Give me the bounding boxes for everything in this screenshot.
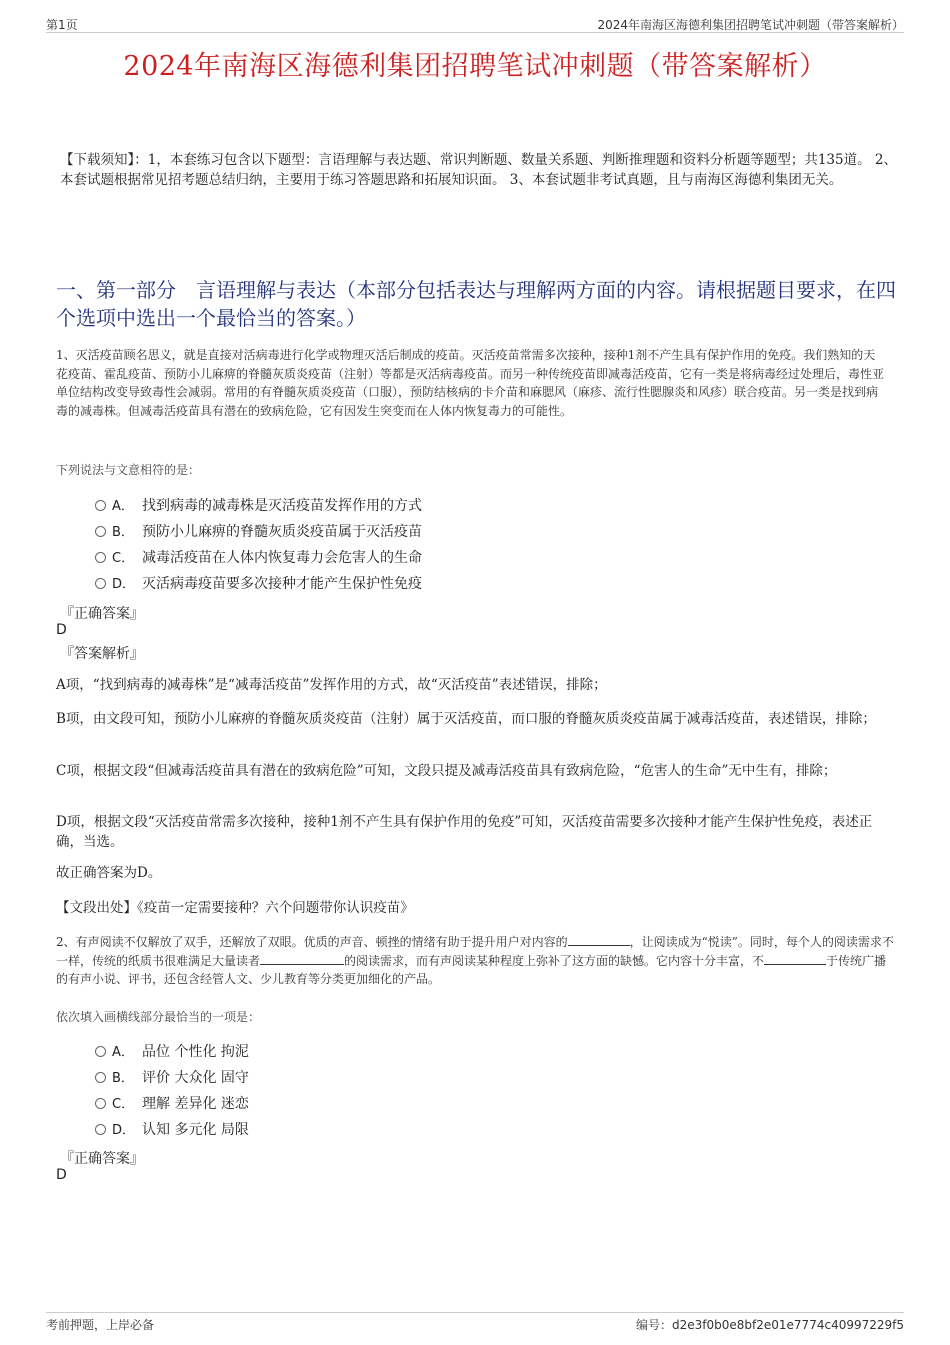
analysis-a: A项，“找到病毒的减毒株”是“减毒活疫苗”发挥作用的方式，故“灭活疫苗”表述错误，排除； (56, 677, 607, 693)
option-a[interactable]: A． 找到病毒的减毒株是灭活疫苗发挥作用的方式 (95, 493, 422, 519)
page-footer (46, 1312, 904, 1333)
question-1-prompt: 下列说法与文意相符的是： (56, 463, 201, 477)
page-number: 第1页 (46, 18, 78, 32)
correct-answer: D (56, 1167, 67, 1183)
correct-answer: D (56, 622, 67, 638)
option-b[interactable]: B． 评价 大众化 固守 (95, 1065, 249, 1091)
question-2-prompt: 依次填入画横线部分最恰当的一项是： (56, 1010, 261, 1024)
option-d[interactable]: D． 认知 多元化 局限 (95, 1117, 249, 1143)
option-c[interactable]: C． 理解 差异化 迷恋 (95, 1091, 249, 1117)
page-header (46, 14, 904, 33)
radio-icon[interactable] (95, 500, 106, 511)
analysis-d: D项，根据文段“灭活疫苗常需多次接种，接种1剂不产生具有保护作用的免疫”可知，灭活疫苗需要多次接种才能产生保护性免疫，表述正确，当选。 (56, 814, 873, 850)
radio-icon[interactable] (95, 1072, 106, 1083)
question-1-options (95, 493, 422, 597)
radio-icon[interactable] (95, 1098, 106, 1109)
radio-icon[interactable] (95, 1046, 106, 1057)
option-a[interactable]: A． 品位 个性化 拘泥 (95, 1039, 249, 1065)
analysis-conclusion: 故正确答案为D。 (56, 865, 162, 881)
fill-blank (260, 953, 344, 965)
source-citation: 【文段出处】《疫苗一定需要接种？六个问题带你认识疫苗》 (56, 900, 414, 916)
radio-icon[interactable] (95, 578, 106, 589)
footer-slogan: 考前押题，上岸必备 (46, 1318, 155, 1332)
radio-icon[interactable] (95, 526, 106, 537)
header-doc-title: 2024年南海区海德利集团招聘笔试冲刺题（带答案解析） (597, 18, 904, 32)
option-c[interactable]: C． 减毒活疫苗在人体内恢复毒力会危害人的生命 (95, 545, 422, 571)
option-d[interactable]: D． 灭活病毒疫苗要多次接种才能产生保护性免疫 (95, 571, 422, 597)
page-title: 2024年南海区海德利集团招聘笔试冲刺题（带答案解析） (123, 51, 827, 82)
analysis-b: B项，由文段可知，预防小儿麻痹的脊髓灰质炎疫苗（注射）属于灭活疫苗，而口服的脊髓灰质炎疫苗属于减毒活疫苗，表述错误，排除； (56, 711, 876, 727)
section-heading: 一、第一部分 言语理解与表达（本部分包括表达与理解两方面的内容。请根据题目要求，在四个选项中选出一个最恰当的答案。） (56, 278, 896, 330)
fill-blank (764, 953, 826, 965)
analysis-label: 『答案解析』 (60, 646, 144, 662)
correct-answer-label: 『正确答案』 (60, 606, 144, 622)
download-notice: 【下载须知】：1，本套练习包含以下题型：言语理解与表达题、常识判断题、数量关系题、判断推理题和资料分析题等题型；共135道。 2、本套试题根据常见招考题总结归纳，主要用于练习答题思路和拓展知识面。 3、本套试题非考试真题，且与南海区海德利集团无关。 (60, 152, 897, 188)
fill-blank (568, 934, 630, 946)
question-1-text: 1、灭活疫苗顾名思义，就是直接对活病毒进行化学或物理灭活后制成的疫苗。灭活疫苗常需多次接种，接种1剂不产生具有保护作用的免疫。我们熟知的天花疫苗、霍乱疫苗、预防小儿麻痹的脊髓灰质炎疫苗（注射）等都是灭活病毒疫苗。而另一种传统疫苗即减毒活疫苗，它有一类是将病毒经过处理后，毒性亚单位结构改变导致毒性会减弱。常用的有脊髓灰质炎疫苗（口服），预防结核病的卡介苗和麻腮风（麻疹、流行性腮腺炎和风疹）联合疫苗。另一类是找到病毒的减毒株。但减毒活疫苗具有潜在的致病危险，它有因发生突变而在人体内恢复毒力的可能性。 (56, 348, 885, 418)
option-b[interactable]: B． 预防小儿麻痹的脊髓灰质炎疫苗属于灭活疫苗 (95, 519, 422, 545)
radio-icon[interactable] (95, 1124, 106, 1135)
analysis-c: C项，根据文段“但减毒活疫苗具有潜在的致病危险”可知，文段只提及减毒活疫苗具有致病危险，“危害人的生命”无中生有，排除； (56, 763, 837, 779)
correct-answer-label: 『正确答案』 (60, 1151, 144, 1167)
radio-icon[interactable] (95, 552, 106, 563)
document-code: 编号：d2e3f0b0e8bf2e01e7774c40997229f5 (636, 1318, 904, 1332)
question-2-options (95, 1039, 249, 1143)
question-2-text: 2、有声阅读不仅解放了双手，还解放了双眼。优质的声音、顿挫的情绪有助于提升用户对内容的 ，让阅读成为“悦读”。同时，每个人的阅读需求不一样，传统的纸质书很难满足大量读者 的阅读需求，而有声阅读某种程度上弥补了这方面的缺憾。它内容十分丰富，不 于传统广播的有声小说、评书，还包含经管人文、少儿教育等分类更加细化的产品。 (56, 935, 894, 986)
